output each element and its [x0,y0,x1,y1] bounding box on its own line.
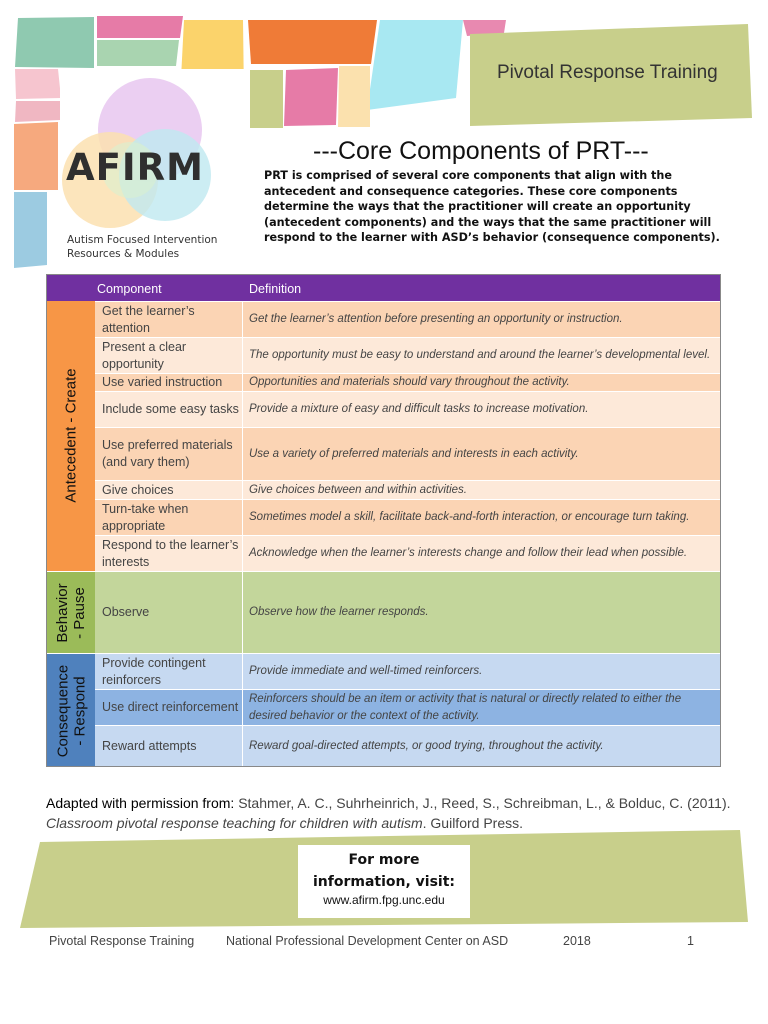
component-cell: Use direct reinforcement [95,690,243,725]
page-title: ---Core Components of PRT--- [313,137,649,165]
component-cell: Use varied instruction [95,374,243,391]
definition-cell: Acknowledge when the learner’s interests change and follow their lead when possible. [249,547,688,559]
group-behavior [47,571,95,653]
component-cell: Give choices [95,481,243,499]
table-row [95,653,720,689]
table-row [95,427,720,480]
component-cell: Get the learner’s attention [95,302,243,337]
intro-paragraph: PRT is comprised of several core components that align with the antecedent and consequence categories. These core components determine the ways that the practitioner will create an opportunity (antecedent components) and the ways that the same practitioner will respond to the learner with ASD’s behavior (consequence components). [264,169,720,244]
component-cell: Respond to the learner’s interests [95,536,243,571]
citation-publisher: . Guilford Press. [422,815,523,831]
table-row [95,301,720,337]
group-label-consequence: Consequence - Respond [54,664,89,758]
info-title: For more information, visit: [312,852,456,890]
definition-cell: Get the learner’s attention before presenting an opportunity or instruction. [249,313,623,325]
component-cell: Reward attempts [95,726,243,766]
group-antecedent [47,301,95,571]
header-title: Pivotal Response Training [497,62,718,83]
definition-cell: Observe how the learner responds. [249,606,429,618]
footer-title: Pivotal Response Training [49,934,195,948]
table-row [95,571,720,653]
definition-cell: Use a variety of preferred materials and interests in each activity. [249,447,579,460]
core-components-table [46,274,721,767]
table-row [95,689,720,725]
info-url-link[interactable]: www.afirm.fpg.unc.edu [323,893,445,907]
afirm-logo: AFIRM [66,146,204,189]
group-consequence [47,653,95,766]
definition-cell: Sometimes model a skill, facilitate back-and-forth interaction, or encourage turn taking. [249,511,690,523]
table-row [95,337,720,373]
group-label-antecedent: Antecedent - Create [62,368,80,503]
header-definition: Definition [249,282,302,296]
table-row [95,373,720,391]
header-component: Component [97,282,162,296]
table-row [95,480,720,499]
component-cell: Provide contingent reinforcers [95,654,243,689]
definition-cell: Give choices between and within activities. [249,483,467,496]
citation-authors: Stahmer, A. C., Suhrheinrich, J., Reed, S., Schreibman, L., & Bolduc, C. (2011). [234,795,731,811]
footer-year: 2018 [563,934,591,948]
info-box [298,845,470,918]
component-cell: Observe [95,572,243,653]
citation [46,793,736,833]
definition-cell: Opportunities and materials should vary throughout the activity. [249,376,570,388]
citation-lead: Adapted with permission from: [46,795,235,811]
page-number: 1 [687,934,694,948]
component-cell: Use preferred materials (and vary them) [95,428,243,480]
component-cell: Present a clear opportunity [95,338,243,373]
definition-cell: Reinforcers should be an item or activity that is natural or directly related to either the desired behavior or the context of the activity. [249,692,682,722]
footer-organization: National Professional Development Center on ASD [226,934,509,948]
table-row [95,391,720,427]
table-row [95,725,720,766]
citation-book: Classroom pivotal response teaching for children with autism [46,815,423,831]
definition-cell: Provide immediate and well-timed reinforcers. [249,665,483,677]
component-cell: Turn-take when appropriate [95,500,243,535]
definition-cell: Reward goal-directed attempts, or good trying, throughout the activity. [249,739,604,752]
table-header [47,275,720,301]
definition-cell: Provide a mixture of easy and difficult tasks to increase motivation. [249,403,589,415]
component-cell: Include some easy tasks [95,392,243,427]
table-row [95,499,720,535]
group-label-behavior: Behavior - Pause [54,583,88,643]
logo-subtitle: Autism Focused Intervention Resources & Modules [67,234,218,260]
table-row [95,535,720,571]
definition-cell: The opportunity must be easy to understand and around the learner’s developmental level. [249,349,711,361]
